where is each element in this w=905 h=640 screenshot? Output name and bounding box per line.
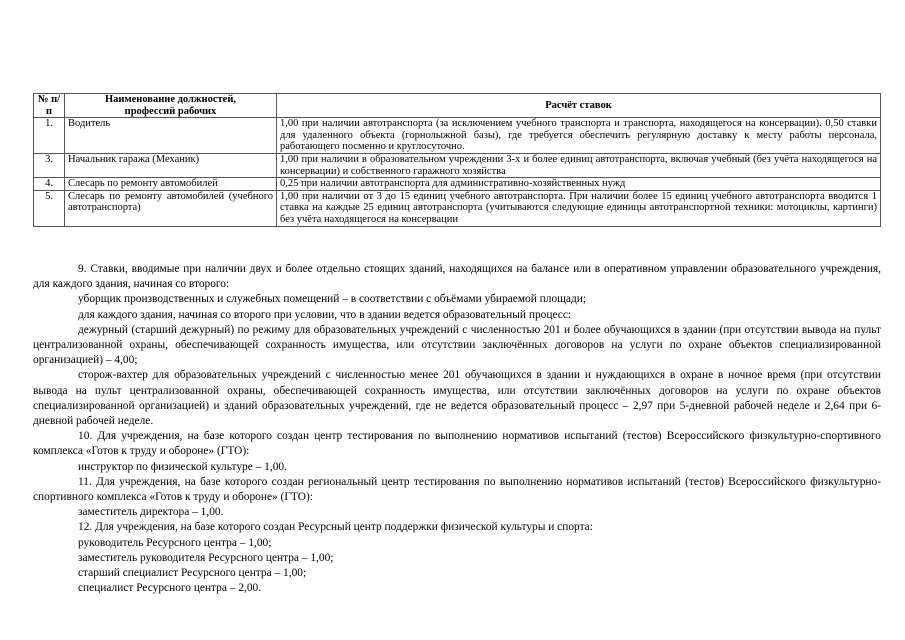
paragraph-deputy-director: заместитель директора – 1,00. — [78, 506, 224, 519]
paragraph-instructor: инструктор по физической культуре – 1,00. — [78, 460, 287, 473]
paragraph-watchman: сторож-вахтер для образовательных учреждений с численностью менее 201 обучающихся в здании и нуждающихся в охране в ночное время (при отсутствии вывода на пульт централизованной охраны, обеспечивающей сохранность имущества, или отсутствии заключённых договоров на услуги по охране объектов специализированной организацией) и зданий образовательных учреждений, где не ведется образовательный процесс – 2,97 при 5-дневной рабочей неделе и 2,64 при 6-дневной рабочей неделе. — [33, 369, 881, 428]
table-row — [34, 153, 881, 177]
paragraph-9: 9. Ставки, вводимые при наличии двух и более отдельно стоящих зданий, находящихся на балансе или в оперативном управлении образовательного учреждения, для каждого здания, начиная со второго: — [33, 263, 881, 291]
table-row — [34, 118, 881, 154]
paragraph-duty-officer: дежурный (старший дежурный) по режиму для образовательных учреждений с численностью 201 и более обучающихся в здании (при отсутствии вывода на пульт централизованной охраны, обеспечивающей сохранность имущества, или отсутствии заключённых договоров на услуги по охране объектов специализированной организацией) – 4,00; — [33, 323, 881, 367]
row-position: Начальник гаража (Механик) — [65, 153, 277, 177]
paragraph-center-head: руководитель Ресурсного центра – 1,00; — [78, 536, 272, 549]
paragraph-cleaner: уборщик производственных и служебных помещений – в соответствии с объёмами убираемой площади; — [78, 293, 587, 306]
header-rate-calc: Расчёт ставок — [277, 94, 881, 118]
header-position-line1: Наименование должностей, — [104, 94, 236, 105]
table-row — [34, 178, 881, 191]
paragraph-11: 11. Для учреждения, на базе которого создан региональный центр тестирования по выполнению нормативов испытаний (тестов) Всероссийского физкультурно-спортивного комплекса «Готов к труду и обороне» (ГТО): — [33, 475, 881, 504]
row-number: 4. — [34, 178, 65, 191]
row-number: 5. — [34, 190, 65, 226]
row-rate-calc: 1,00 при наличии в образовательном учреждении 3-х и более единиц автотранспорта, включая учебный (без учёта находящегося на консервации) и собственного гаражного хозяйства — [277, 153, 881, 177]
staff-rates-table — [33, 93, 881, 227]
row-position: Водитель — [65, 118, 277, 154]
table-row — [34, 190, 881, 226]
row-number: 3. — [34, 153, 65, 177]
paragraph-each-building: для каждого здания, начиная со второго при условии, что в здании ведется образовательный процесс: — [78, 308, 572, 321]
paragraph-senior-specialist: старший специалист Ресурсного центра – 1,00; — [78, 567, 307, 580]
header-position-line2: профессий рабочих — [124, 105, 217, 117]
body-text — [33, 262, 881, 596]
row-number: 1. — [34, 118, 65, 154]
paragraph-specialist: специалист Ресурсного центра – 2,00. — [78, 582, 262, 595]
row-position: Слесарь по ремонту автомобилей — [65, 178, 277, 191]
paragraph-center-deputy: заместитель руководителя Ресурсного центра – 1,00; — [78, 551, 334, 564]
header-num: № п/п — [34, 94, 65, 118]
paragraph-10: 10. Для учреждения, на базе которого создан центр тестирования по выполнению нормативов испытаний (тестов) Всероссийского физкультурно-спортивного комплекса «Готов к труду и обороне» (ГТО): — [33, 430, 881, 458]
paragraph-12: 12. Для учреждения, на базе которого создан Ресурсный центр поддержки физической культуры и спорта: — [78, 521, 593, 534]
row-rate-calc: 1,00 при наличии автотранспорта (за исключением учебного транспорта и транспорта, находящегося на консервации). 0,50 ставки для удаленного объекта (горнолыжной базы), где требуется обеспечить регулярную доставку к месту работы персонала, работающего посменно и круглосуточно. — [277, 118, 881, 154]
row-rate-calc: 1,00 при наличии от 3 до 15 единиц учебного автотранспорта. При наличии более 15 единиц учебного автотранспорта вводится 1 ставка на каждые 25 единиц автотранспорта (учитываются следующие единицы автотранспортной техники: мотоциклы, картинги) без учёта находящегося на консервации — [277, 190, 881, 226]
row-position: Слесарь по ремонту автомобилей (учебного автотранспорта) — [65, 190, 277, 226]
table-header-row — [34, 94, 881, 118]
row-rate-calc: 0,25 при наличии автотранспорта для административно-хозяйственных нужд — [277, 178, 881, 191]
header-position — [65, 94, 277, 118]
